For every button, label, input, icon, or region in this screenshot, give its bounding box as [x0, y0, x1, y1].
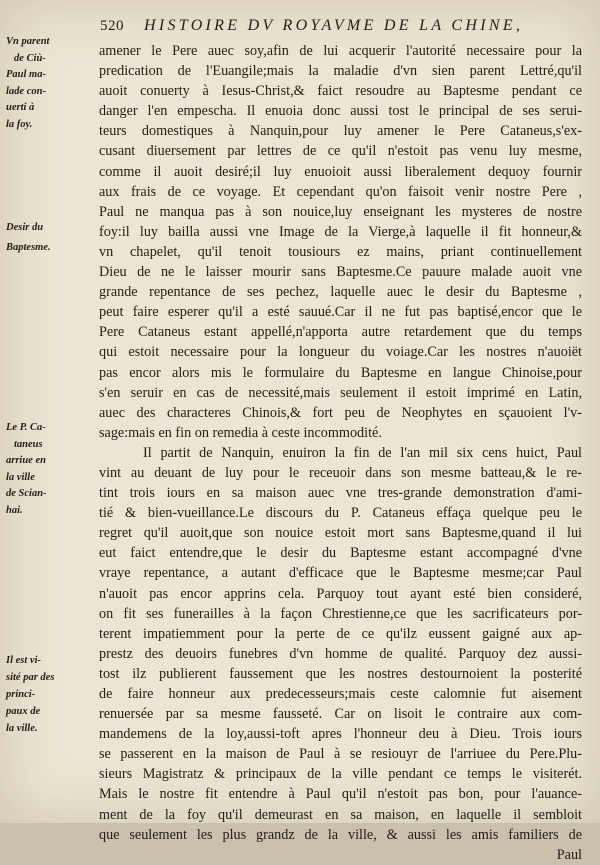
text-line: sage:mais en fin on remedia à ceste incommodité.	[99, 424, 382, 441]
text-line: on fit ses funerailles à la façon Chrestienne,ce que les sacrificateurs por-	[99, 605, 582, 622]
text-line: danger l'en empescha. Il enuoia donc aussi tost le principal de ses serui-	[99, 103, 582, 120]
text-line: vint au deuant de luy pour le receuoir dans son mesme batteau,& le re-	[99, 464, 582, 481]
margin-note-visited	[6, 652, 98, 737]
text-line: tié & bien-vueillance.Le discours du P. Cataneus effaça quelque peu le	[99, 505, 582, 522]
text-line: regret qu'il auoit,que son nouice estoit mort sans Baptesme,quand il lui	[99, 525, 582, 542]
margin-note-line: arriue en	[6, 455, 46, 466]
text-line: que seulement les plus grandz de la ville, & aussi les amis familiers de	[99, 826, 582, 843]
body-text	[99, 41, 582, 865]
margin-note-line: uerti à	[6, 102, 35, 113]
text-line: renuersée par sa mesme fausseté. Car on lisoit le contraire aux com-	[99, 706, 582, 723]
text-line: Mais le nostre fit entendre à Paul qu'il n'estoit pas bon, pour l'auance-	[99, 786, 582, 803]
margin-note-line: Paul ma-	[6, 69, 46, 80]
margin-note-line: lade con-	[6, 85, 46, 97]
catchword: Paul	[556, 846, 582, 863]
margin-note-line: sité par des	[6, 672, 55, 683]
text-line: auoit conuerty à Iesus-Christ,& faict resoudre au Baptesme pendant ce	[99, 83, 582, 100]
margin-note-line: princi-	[6, 689, 36, 700]
text-line: comme il auoit desiré;il luy enuoioit aussi liberalement dequoy fournir	[99, 163, 582, 180]
margin-note-line: taneus	[14, 438, 43, 450]
text-line: auec des characteres Chinois,& fort peu de Neophytes en sçauoient l'v-	[99, 404, 582, 421]
text-line: tint trois iours en sa maison auec vne tres-grande demonstration d'ami-	[99, 485, 582, 502]
running-title: HISTOIRE DV ROYAVME DE LA CHINE,	[144, 17, 524, 34]
text-line: ment de la foy qu'il demeurast en sa maison, en laquelle il sembloit	[99, 806, 582, 823]
margin-note-line: la ville	[6, 471, 35, 483]
text-line: eut faict entendre,que le desir du Baptesme estant accompagné d'vne	[99, 545, 582, 562]
margin-note-line: la ville.	[6, 723, 38, 734]
text-line: Pere Cataneus estant appellé,n'apporta autre retardement que du temps	[99, 324, 582, 341]
text-line: se passerent en la maison de Paul à se resiouyr de l'arriuee du Pere.Plu-	[99, 746, 582, 763]
margin-note-line: Baptesme.	[6, 242, 51, 253]
text-line: tost ilz publierent faussement que les nostres destournoient la posterité	[99, 665, 582, 682]
text-line: predication de l'Euangile;mais la maladie d'vn sien parent Lettré,qu'il	[99, 63, 582, 80]
text-line: mandemens de la loy,aussi-toft apres l'honneur deu à Dieu. Trois iours	[99, 726, 582, 743]
text-line: cusant diuersement par lettres de ce qu'il n'estoit pas venu luy mesme,	[99, 143, 582, 160]
text-line: qui estoit necessaire pour la longueur du voiage.Car les nostres n'auoiët	[99, 344, 582, 361]
margin-note-line: Vn parent	[6, 36, 50, 47]
page-header	[100, 16, 590, 38]
margin-note-line: de Ciù-	[14, 52, 46, 64]
text-line: pas encor alors mis le formulaire du Baptesme en langue Chinoise,pour	[99, 364, 582, 381]
text-line: peut faire esperer qu'il a esté sauué.Car il ne fut pas baptisé,encor que le	[99, 304, 582, 321]
margin-note-baptism-desire	[6, 218, 98, 258]
text-line: aux frais de ce voyage. Et cependant qu'on faisoit venir nostre Pere ,	[99, 183, 582, 200]
margin-notes	[0, 0, 100, 823]
text-line: prestz des deuoirs funebres d'vn homme de qualité. Parquoy dez aussi-	[99, 645, 582, 662]
margin-note-line: Desir du	[6, 222, 44, 233]
text-line: n'auoit pas encor apprins cela. Parquoy tout ayant esté bien consideré,	[99, 585, 582, 602]
text-line: de faire honneur aux predecesseurs;mais ceste calomnie fut aisement	[99, 686, 582, 702]
margin-note-line: la foy.	[6, 118, 33, 130]
text-line: amener le Pere auec soy,afin de lui acquerir l'autorité necessaire pour la	[99, 43, 582, 59]
text-line: sieurs Magistratz & principaux de la ville pendant ce temps le visiterét.	[99, 766, 582, 783]
text-line: grande repentance de ses pechez, laquelle auec le desir du Baptesme ,	[99, 284, 582, 301]
margin-note-line: paux de	[6, 706, 41, 717]
margin-note-line: Le P. Ca-	[6, 422, 46, 433]
margin-note-line: Il est vi-	[6, 655, 41, 666]
margin-note-line: de Scian-	[6, 488, 47, 499]
text-line: Dieu de ne le laisser mourir sans Baptesme.Ce pauure malade auoit vne	[99, 264, 582, 281]
text-line: vn chapelet, qu'il tenoit tousiours ez mains, priant continuellement	[99, 243, 582, 260]
paragraph-start: Il partit de Nanquin, enuiron la fin de l'an mil six cens huict, Paul	[143, 444, 582, 461]
text-line: teurs domestiques à Nanquin,pour luy amener le Pere Cataneus,s'ex-	[99, 123, 582, 140]
text-line: foy:il luy bailla aussi vne Image de la Vierge,à laquelle il fit honneur,&	[99, 223, 582, 240]
text-line: terent impatiemment pour la perte de ce qu'ilz eussent gaigné aux ap-	[99, 625, 582, 642]
page-number: 520	[100, 18, 124, 34]
margin-note-cataneus-arrives	[6, 420, 98, 519]
text-line: Paul ne manqua pas à son nouice,luy enseignant les mysteres de nostre	[99, 203, 582, 220]
margin-note-parent-converted	[6, 34, 98, 133]
text-line: vraye repentance, a autant d'efficace que le Baptesme mesme;car Paul	[99, 565, 582, 582]
margin-note-line: hai.	[6, 504, 23, 516]
text-line: s'en seruir en cas de necessité,mais seulement il estoit imprimé en Latin,	[99, 384, 582, 401]
